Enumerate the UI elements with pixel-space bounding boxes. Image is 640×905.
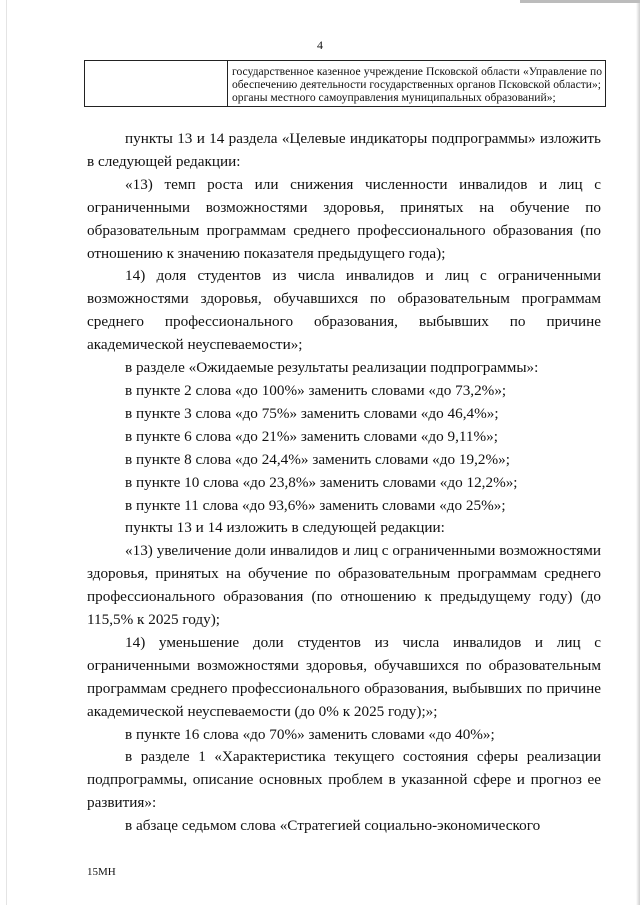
scan-left-edge <box>6 0 7 905</box>
table-cell-empty <box>85 61 228 107</box>
paragraph: 14) доля студентов из числа инвалидов и лиц с ограниченными возможностями здоровья, обучавшихся по образовательным программам среднего профессионального образования, выбывших по причине академической неуспеваемости»; <box>87 267 601 354</box>
table-cell-description <box>228 61 606 107</box>
paragraph: пункты 13 и 14 изложить в следующей редакции: <box>125 519 445 537</box>
paragraph: в пункте 2 слова «до 100%» заменить словами «до 73,2%»; <box>125 381 507 399</box>
footer-code: 15МН <box>87 866 116 878</box>
paragraph: 14) уменьшение доли студентов из числа инвалидов и лиц с ограниченными возможностями здоровья, обучавшихся по образовательным программам среднего профессионального образования, выбывших по причине академической неуспеваемости (до 0% к 2025 году);»; <box>87 633 601 720</box>
paragraph: «13) темп роста или снижения численности инвалидов и лиц с ограниченными возможностями здоровья, принятых на обучение по образовательным программам среднего профессионального образования (по отношению к значению показателя предыдущего года); <box>87 175 601 262</box>
paragraph: в разделе «Ожидаемые результаты реализации подпрограммы»: <box>125 359 539 377</box>
paragraph: в пункте 10 слова «до 23,8%» заменить словами «до 12,2%»; <box>125 473 518 491</box>
paragraph: в пункте 6 слова «до 21%» заменить словами «до 9,11%»; <box>125 427 498 445</box>
scan-right-edge <box>636 0 640 905</box>
paragraph: в пункте 11 слова «до 93,6%» заменить словами «до 25%»; <box>125 496 506 514</box>
scan-top-edge <box>520 0 640 3</box>
continued-table <box>84 60 606 107</box>
paragraph: пункты 13 и 14 раздела «Целевые индикаторы подпрограммы» изложить в следующей редакции: <box>87 130 601 170</box>
table-row <box>85 61 606 107</box>
table-cell-line: органы местного самоуправления муниципальных образований»; <box>232 91 556 104</box>
document-body <box>87 128 601 838</box>
paragraph: в пункте 8 слова «до 24,4%» заменить словами «до 19,2%»; <box>125 450 510 468</box>
paragraph: в разделе 1 «Характеристика текущего состояния сферы реализации подпрограммы, описание основных проблем в указанной сфере и прогноз ее развития»: <box>87 748 601 812</box>
table-cell-line: государственное казенное учреждение Псковской области «Управление по обеспечению деятельности государственных органов Псковской области»; <box>232 65 602 91</box>
paragraph: «13) увеличение доли инвалидов и лиц с ограниченными возможностями здоровья, принятых на обучение по образовательным программам среднего профессионального образования (по отношению к предыдущему году) (до 115,5% к 2025 году); <box>87 542 601 629</box>
paragraph: в пункте 3 слова «до 75%» заменить словами «до 46,4%»; <box>125 404 499 422</box>
page-number: 4 <box>317 38 323 52</box>
paragraph: в пункте 16 слова «до 70%» заменить словами «до 40%»; <box>125 725 495 743</box>
paragraph: в абзаце седьмом слова «Стратегией социально-экономического <box>125 817 541 835</box>
